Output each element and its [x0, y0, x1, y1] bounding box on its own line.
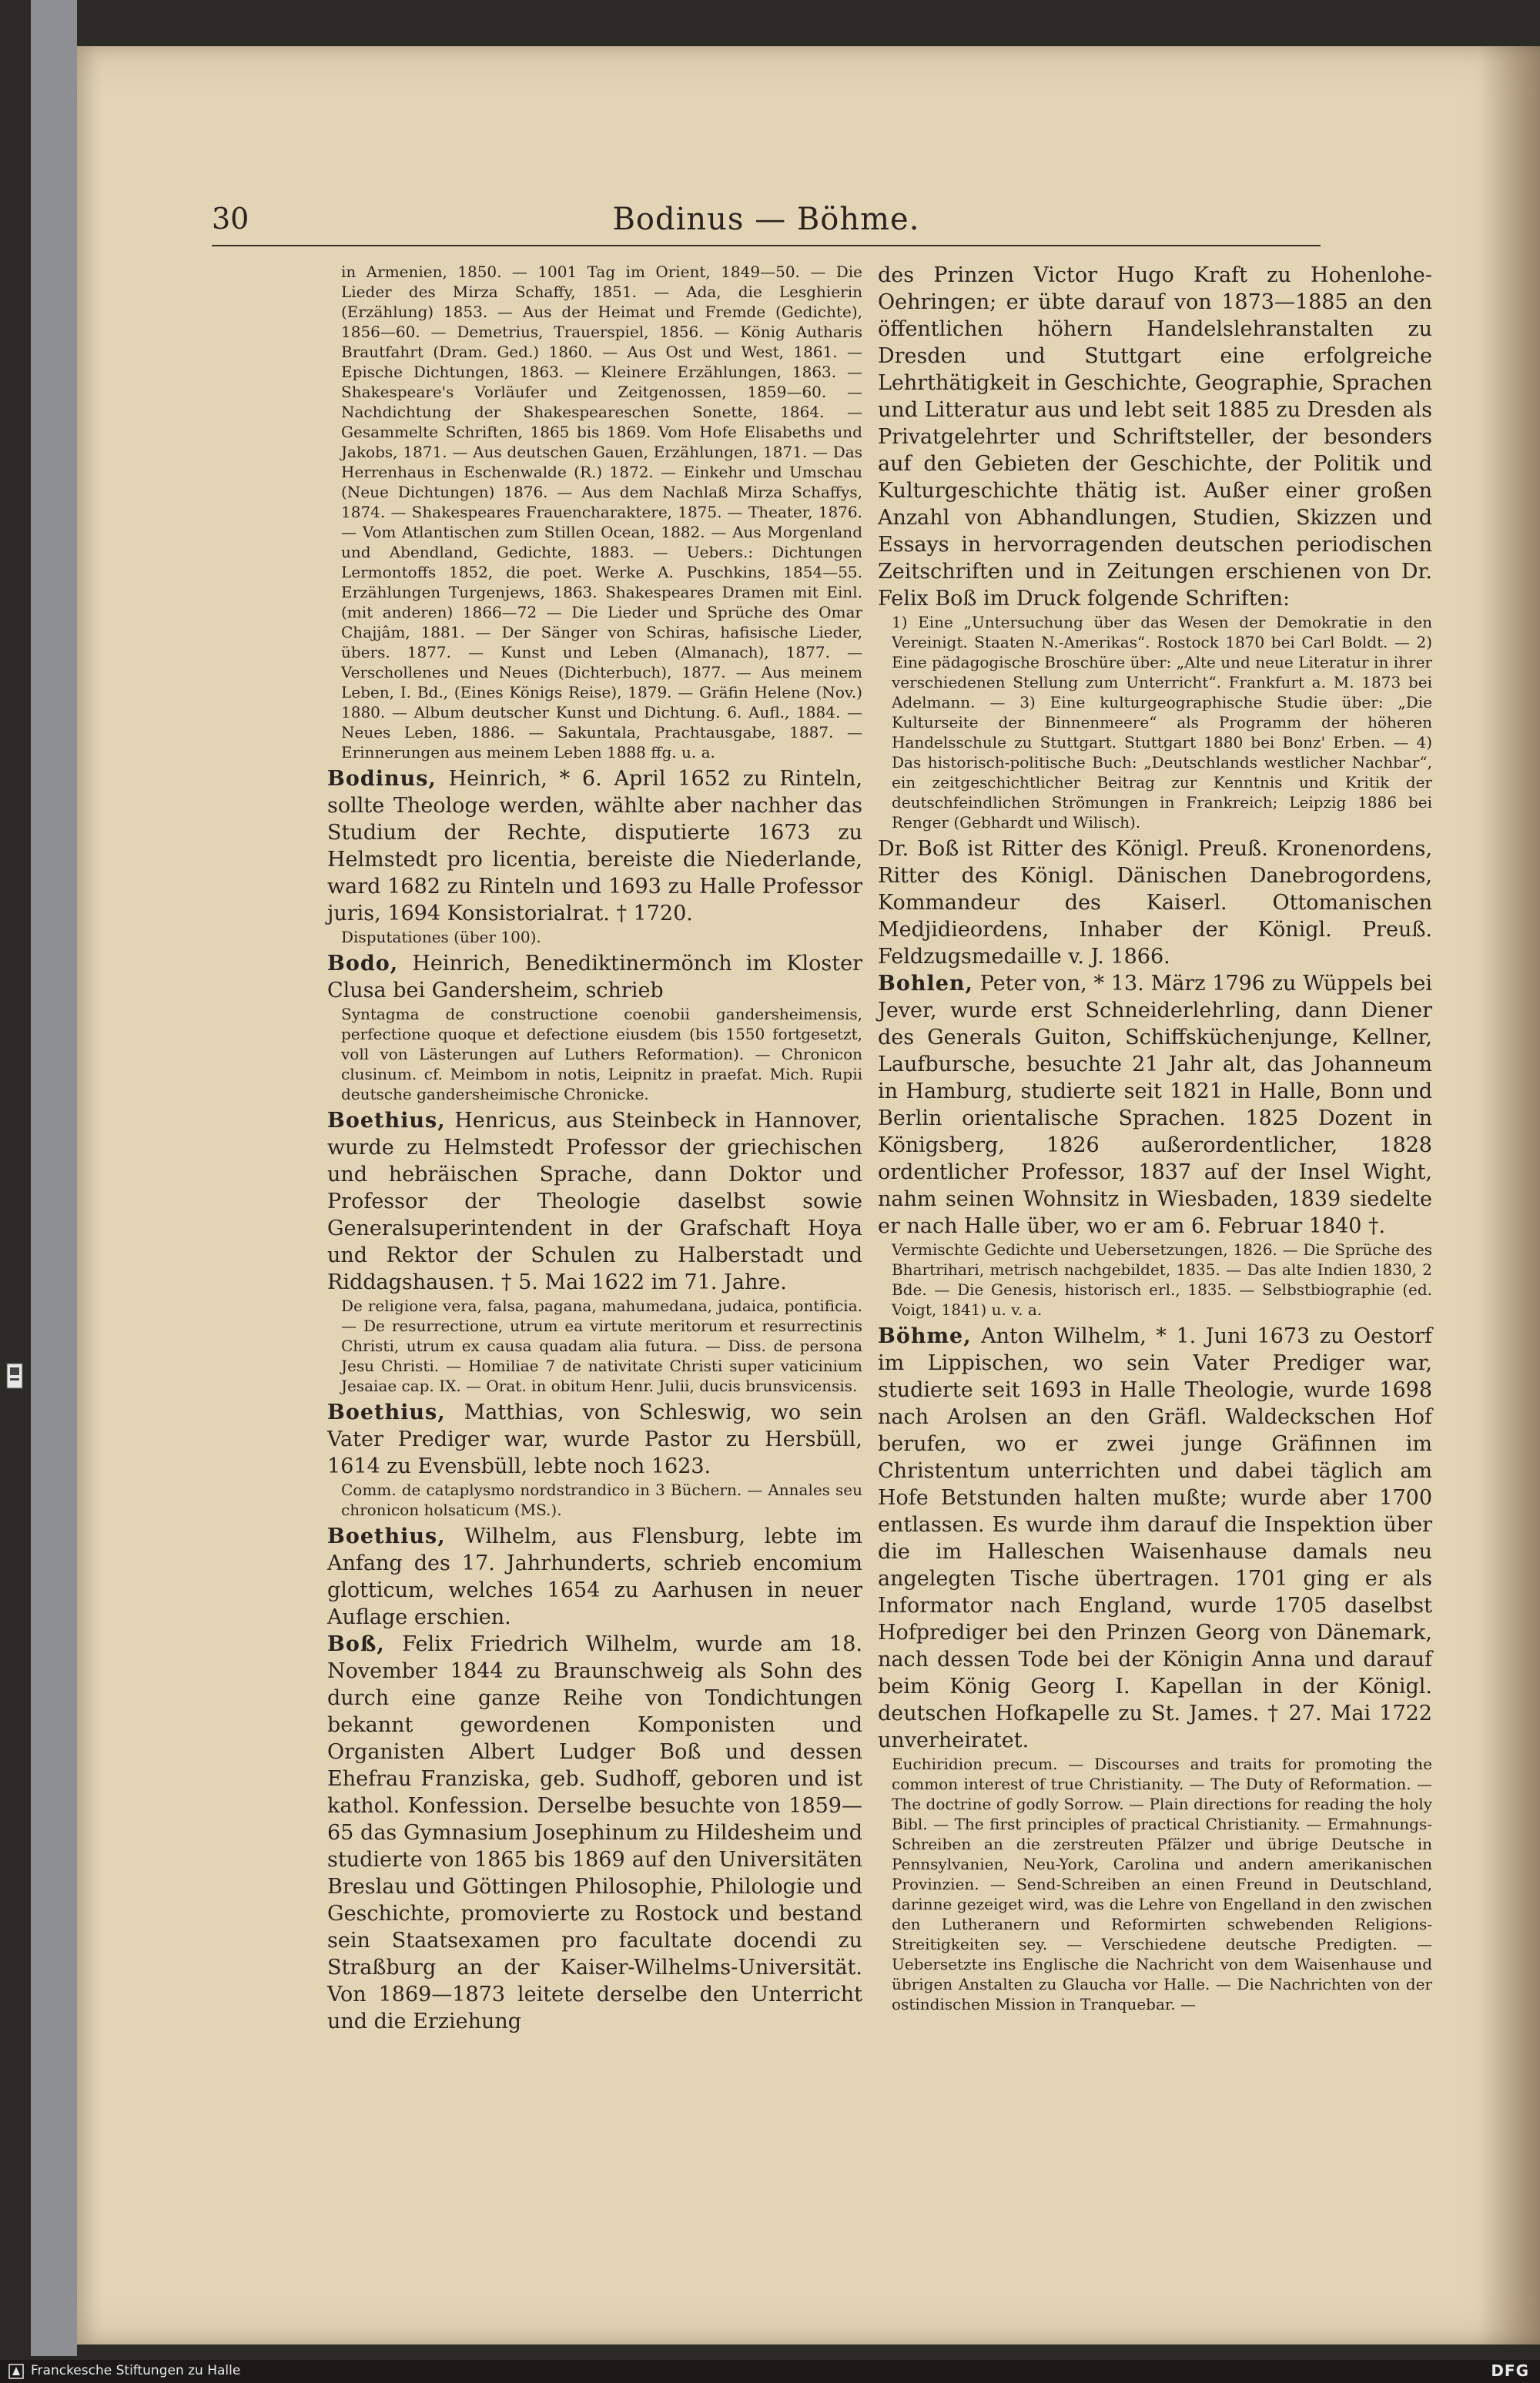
header-rule — [212, 245, 1321, 246]
entry-text: Anton Wilhelm, * 1. Juni 1673 zu Oestorf im Lippischen, wo sein Vater Prediger war, studierte seit 1693 in Halle Theologie, wurde 1698 nach Arolsen an den Gräfl. Waldeckschen Hof berufen, wo er zwei junge Gräfinnen im Christentum unterrichten und dabei täglich am Hofe Betstunden halten mußte; wurde aber 1700 entlassen. Es wurde ihm darauf die Inspektion über die im Halleschen Waisenhause damals neu angelegten Tische übertragen. 1701 ging er als Informator nach England, wurde 1705 daselbst Hofprediger bei den Prinzen Georg von Dänemark, nach dessen Tode bei der Königin Anna und darauf beim König Georg I. Kapellan in der Königl. deutschen Hofkapelle zu St. James. † 27. Mai 1722 unverheiratet. — [878, 1324, 1432, 1752]
page-header — [212, 202, 1321, 248]
biography-entry — [327, 1107, 862, 1296]
entry-headword: Bodinus, — [327, 767, 437, 791]
entry-text: des Prinzen Victor Hugo Kraft zu Hohenlohe-Oehringen; er übte darauf von 1873—1885 an den öffentlichen höhern Handelslehranstalten zu Dresden und Stuttgart eine erfolgreiche Lehrthätigkeit in Geschichte, Geographie, Sprachen und Litteratur aus und lebt seit 1885 zu Dresden als Privatgelehrter und Schriftsteller, der besonders auf den Gebieten der Geschichte, der Politik und Kulturgeschichte thätig ist. Außer einer großen Anzahl von Abhandlungen, Studien, Skizzen und Essays in hervorragenden deutschen periodischen Zeitschriften und in Zeitungen erschienen von Dr. Felix Boß im Druck folgende Schriften: — [878, 263, 1432, 611]
bibliography-note: Comm. de cataplysmo nordstrandico in 3 Büchern. — Annales seu chronicon holsaticum (MS.). — [341, 1481, 862, 1519]
biography-entry — [327, 765, 862, 927]
running-head: Bodinus — Böhme. — [612, 202, 920, 237]
bibliography-note: 1) Eine „Untersuchung über das Wesen der Demokratie in den Vereinigt. Staaten N.-Amerikas“. Rostock 1870 bei Carl Boldt. — 2) Eine pädagogische Broschüre über: „Alte und neue Literatur in ihrer verschiedenen Stellung zum Unterricht“. Frankfurt a. M. 1873 bei Adelmann. — 3) Eine kulturgeographische Studie über: „Die Kulturseite der Binnenmeere“ als Programm der höheren Handelsschule zu Stuttgart. Stuttgart 1880 bei Bonz' Erben. — 4) Das historisch-politische Buch: „Deutschlands westlicher Nachbar“, ein zeitgeschichtlicher Beitrag zur Kenntnis und Kritik der deutschfeindlichen Strömungen in Frankreich; Leipzig 1886 bei Renger (Gebhardt und Wilisch). — [892, 613, 1432, 832]
bibliography-note: De religione vera, falsa, pagana, mahumedana, judaica, pontificia. — De resurrectione, utrum ea virtute meritorum et resurrectinis Christi, utrum ex causa quadam alia futura. — Diss. de persona Jesu Christi. — Homiliae 7 de nativitate Christi super vaticinium Jesaiae cap. IX. — Orat. in obitum Henr. Julii, ducis brunsvicensis. — [341, 1297, 862, 1395]
bibliography-note: in Armenien, 1850. — 1001 Tag im Orient, 1849—50. — Die Lieder des Mirza Schaffy, 1851. — Ada, die Lesghierin (Erzählung) 1853. — Aus der Heimat und Fremde (Gedichte), 1856—60. — Demetrius, Trauerspiel, 1856. — König Autharis Brautfahrt (Dram. Ged.) 1860. — Aus Ost und West, 1861. — Epische Dichtungen, 1863. — Kleinere Erzählungen, 1863. — Shakespeare's Vorläufer und Zeitgenossen, 1859—60. — Nachdichtung der Shakespeareschen Sonette, 1864. — Gesammelte Schriften, 1865 bis 1869. Vom Hofe Elisabeths und Jakobs, 1871. — Aus deutschen Gauen, Erzählungen, 1871. — Das Herrenhaus in Eschenwalde (R.) 1872. — Einkehr und Umschau (Neue Dichtungen) 1876. — Aus dem Nachlaß Mirza Schaffys, 1874. — Shakespeares Frauencharaktere, 1875. — Theater, 1876. — Vom Atlantischen zum Stillen Ocean, 1882. — Aus Morgenland und Abendland, Gedichte, 1883. — Uebers.: Dichtungen Lermontoffs 1852, die poet. Werke A. Puschkins, 1854—55. Erzählungen Turgenjews, 1863. Shakespeares Dramen mit Einl. (mit anderen) 1866—72 — Die Lieder und Sprüche des Omar Chajjâm, 1881. — Der Sänger von Schiras, hafisische Lieder, übers. 1877. — Kunst und Leben (Almanach), 1877. — Verschollenes und Neues (Dichterbuch), 1877. — Aus meinem Leben, I. Bd., (Eines Königs Reise), 1879. — Gräfin Helene (Nov.) 1880. — Album deutscher Kunst und Dichtung. 6. Aufl., 1884. — Neues Leben, 1886. — Sakuntala, Prachtausgabe, 1887. — Erinnerungen aus meinem Leben 1888 ffg. u. a. — [341, 263, 862, 761]
book-cover-edge — [31, 0, 77, 2356]
biography-entry — [878, 835, 1432, 970]
biography-entry — [878, 262, 1432, 612]
biography-entry — [327, 950, 862, 1004]
institution-logo-icon — [8, 2363, 25, 2380]
spine-shadow — [1478, 46, 1540, 2345]
library-stamp-icon — [6, 1363, 23, 1389]
footer-bar — [0, 2360, 1540, 2383]
biography-entry — [327, 1523, 862, 1631]
institution-name: Franckesche Stiftungen zu Halle — [31, 2363, 241, 2378]
bibliography-note: Euchiridion precum. — Discourses and traits for promoting the common interest of true Christianity. — The Duty of Reformation. — The doctrine of godly Sorrow. — Plain directions for reading the holy Bibl. — The first principles of practical Christianity. — Ermahnungs-Schreiben an die zerstreuten Pfälzer und übrige Deutsche in Pennsylvanien, Neu-York, Carolina und andern amerikanischen Provinzien. — Send-Schreiben an einen Freund in Deutschland, darinne gezeiget wird, was die Lehre von Engelland in den zwischen den Lutheranern und Reformirten schwebenden Religions-Streitigkeiten sey. — Verschiedene deutsche Predigten. — Uebersetzte ins Englische die Nachricht von dem Waisenhause und übrigen Anstalten zu Glaucha vor Halle. — Die Nachrichten von der ostindischen Mission in Tranquebar. — — [892, 1755, 1432, 2013]
entry-text: Wilhelm, aus Flensburg, lebte im Anfang des 17. Jahrhunderts, schrieb encomium glotticum, welches 1654 zu Aarhusen in neuer Auflage erschien. — [327, 1525, 862, 1629]
right-column — [878, 262, 1432, 2017]
entry-headword: Bodo, — [327, 952, 399, 976]
entry-headword: Böhme, — [878, 1324, 972, 1348]
biography-entry — [327, 1399, 862, 1480]
entry-text: Henricus, aus Steinbeck in Hannover, wurde zu Helmstedt Professor der griechischen und hebräischen Sprache, dann Doktor und Professor der Theologie daselbst sowie Generalsuperintendent in der Grafschaft Hoya und Rektor der Schulen zu Halberstadt und Riddagshausen. † 5. Mai 1622 im 71. Jahre. — [327, 1109, 862, 1294]
entry-text: Heinrich, * 6. April 1652 zu Rinteln, sollte Theologe werden, wählte aber nachher das Studium der Rechte, disputierte 1673 zu Helmstedt pro licentia, bereiste die Niederlande, ward 1682 zu Rinteln und 1693 zu Halle Professor juris, 1694 Konsistorialrat. † 1720. — [327, 767, 862, 925]
entry-headword: Boethius, — [327, 1401, 446, 1424]
entry-headword: Bohlen, — [878, 972, 973, 996]
bibliography-note: Syntagma de constructione coenobii gandersheimensis, perfectione quoque et defectione eiusdem (bis 1550 fortgesetzt, voll von Lästerungen auf Luthers Reformation). — Chronicon clusinum. cf. Meimbom in notis, Leipnitz in praefat. Mich. Rupii deutsche gandersheimische Chronicke. — [341, 1005, 862, 1103]
dfg-logo: DFG — [1491, 2361, 1529, 2380]
bibliography-note: Disputationes (über 100). — [341, 928, 541, 946]
biography-entry — [878, 970, 1432, 1240]
entry-text: Felix Friedrich Wilhelm, wurde am 18. November 1844 zu Braunschweig als Sohn des durch eine ganze Reihe von Tondichtungen bekannt gewordenen Komponisten und Organisten Albert Ludger Boß und dessen Ehefrau Franziska, geb. Sudhoff, geboren und ist kathol. Konfession. Derselbe besuchte von 1859—65 das Gymnasium Josephinum zu Hildesheim und studierte von 1865 bis 1869 auf den Universitäten Breslau und Göttingen Philosophie, Philologie und Geschichte, promovierte zu Rostock und bestand sein Staatsexamen pro facultate docendi zu Straßburg an der Kaiser-Wilhelms-Universität. Von 1869—1873 leitete derselbe den Unterricht und die Erziehung — [327, 1632, 862, 2033]
page-number: 30 — [212, 202, 249, 236]
entry-text: Matthias, von Schleswig, wo sein Vater Prediger war, wurde Pastor zu Hersbüll, 1614 zu Evensbüll, lebte noch 1623. — [327, 1401, 862, 1478]
bibliography-note: Vermischte Gedichte und Uebersetzungen, 1826. — Die Sprüche des Bhartrihari, metrisch nachgebildet, 1835. — Das alte Indien 1830, 2 Bde. — Die Genesis, historisch erl., 1835. — Selbstbiographie (ed. Voigt, 1841) u. v. a. — [892, 1240, 1432, 1319]
biography-entry — [327, 1631, 862, 2035]
entry-text: Dr. Boß ist Ritter des Königl. Preuß. Kronenordens, Ritter des Königl. Dänischen Danebrogordens, Kommandeur des Kaiserl. Ottomanischen Medjidieordens, Inhaber der Königl. Preuß. Feldzugsmedaille v. J. 1866. — [878, 837, 1432, 969]
left-column — [327, 262, 862, 2035]
entry-headword: Boethius, — [327, 1525, 446, 1548]
entry-text: Heinrich, Benediktinermönch im Kloster Clusa bei Gandersheim, schrieb — [327, 952, 862, 1002]
entry-headword: Boethius, — [327, 1109, 446, 1133]
entry-headword: Boß, — [327, 1632, 385, 1656]
biography-entry — [878, 1323, 1432, 1754]
entry-text: Peter von, * 13. März 1796 zu Wüppels bei Jever, wurde erst Schneiderlehrling, dann Diener des Generals Guiton, Schiffsküchenjunge, Kellner, Laufbursche, besuchte 21 Jahr alt, das Johanneum in Hamburg, studierte seit 1821 in Halle, Bonn und Berlin orientalische Sprachen. 1825 Dozent in Königsberg, 1826 außerordentlicher, 1828 ordentlicher Professor, 1837 auf der Insel Wight, nahm seinen Wohnsitz in Wiesbaden, 1839 siedelte er nach Halle über, wo er am 6. Februar 1840 †. — [878, 972, 1432, 1238]
